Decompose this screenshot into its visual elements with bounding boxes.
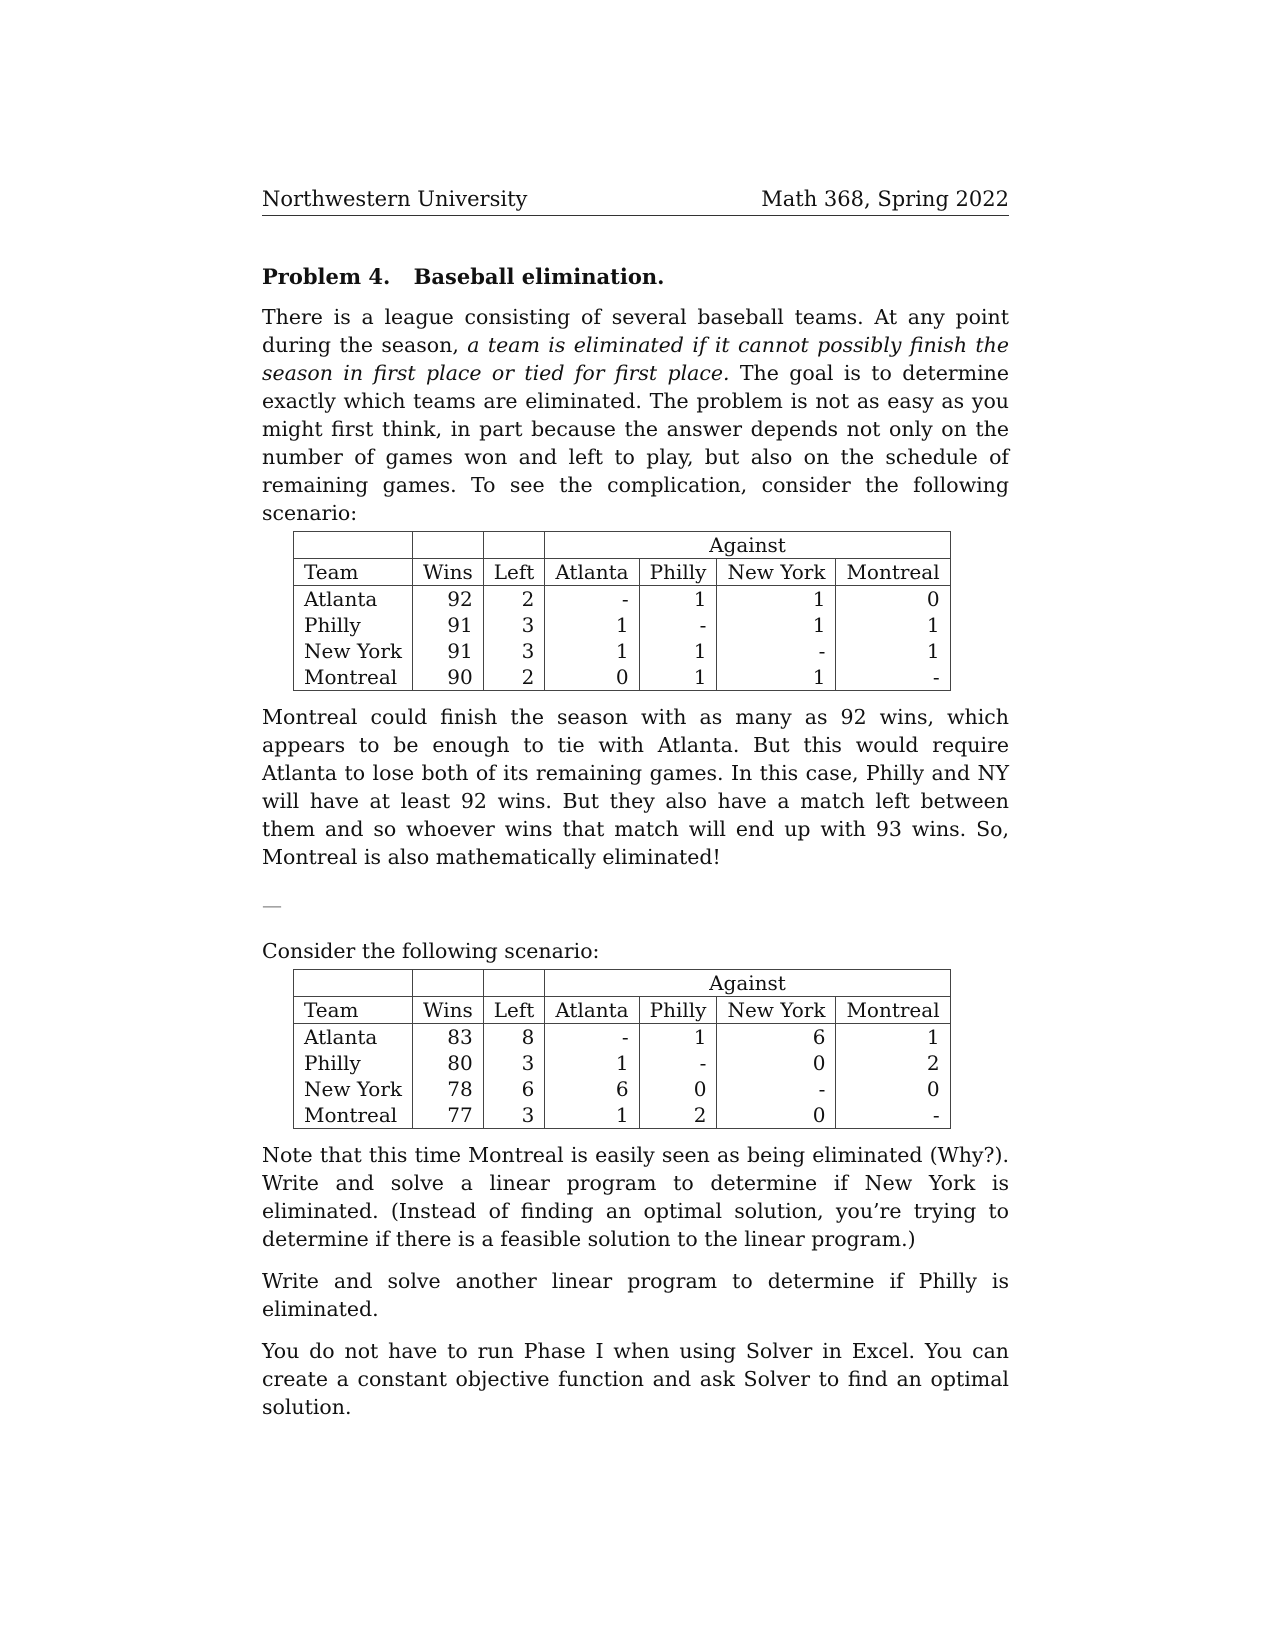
- col-header: Philly: [639, 997, 717, 1024]
- col-header: Left: [483, 559, 545, 586]
- table-header-row-against: [294, 532, 951, 559]
- table-cell: 2: [483, 586, 545, 613]
- table-cell: 3: [483, 1050, 545, 1076]
- table-cell: 80: [413, 1050, 484, 1076]
- table-cell: 2: [836, 1050, 950, 1076]
- intro-paragraph: [262, 303, 1009, 527]
- table-row: [294, 664, 951, 691]
- table-cell: -: [545, 586, 639, 613]
- table-cell: 1: [545, 1102, 639, 1129]
- table-cell: -: [639, 612, 717, 638]
- table-cell: 91: [413, 638, 484, 664]
- table-cell: 1: [545, 1050, 639, 1076]
- table-cell: -: [836, 1102, 950, 1129]
- table-cell: -: [717, 1076, 836, 1102]
- solver-paragraph: You do not have to run Phase I when using Solver in Excel. You can create a constant objective function and ask Solver to find an optimal solution.: [262, 1339, 1009, 1420]
- table-cell: 1: [836, 612, 950, 638]
- table-cell: 77: [413, 1102, 484, 1129]
- col-header: Wins: [413, 997, 484, 1024]
- table-cell: 0: [836, 586, 950, 613]
- against-label: Against: [545, 970, 950, 997]
- table-cell: Atlanta: [294, 1024, 413, 1051]
- table-cell: 1: [639, 638, 717, 664]
- table-header-row: [294, 997, 951, 1024]
- table-cell: 1: [836, 638, 950, 664]
- task-paragraph: Write and solve another linear program to determine if Philly is eliminated.: [262, 1269, 1009, 1322]
- intro-text-2: The goal is to determine exactly which teams are eliminated. The problem is not as easy as you might first think, in part because the answer depends not only on the number of games won and left to play, but also on the schedule of remaining games. To see the complication, consider the following scenario:: [262, 361, 1009, 526]
- col-header: Atlanta: [545, 997, 639, 1024]
- table-cell: 3: [483, 612, 545, 638]
- intro-text-1: There is a league consisting of several baseball teams. At any point during the season,: [262, 305, 1009, 358]
- table-cell: -: [717, 638, 836, 664]
- table-cell: -: [836, 664, 950, 691]
- table-cell: Philly: [294, 1050, 413, 1076]
- document-page: [262, 186, 1009, 1421]
- intro-definition: a team is eliminated if it cannot possibly finish the season in first place or tied for first place.: [262, 333, 1009, 386]
- col-header: Montreal: [836, 997, 950, 1024]
- table-row: [294, 1076, 951, 1102]
- table-cell: -: [639, 1050, 717, 1076]
- table-cell: New York: [294, 1076, 413, 1102]
- table-row: [294, 1024, 951, 1051]
- table-cell: 1: [545, 612, 639, 638]
- table-cell: 1: [717, 612, 836, 638]
- explanation-paragraph: Montreal could finish the season with as many as 92 wins, which appears to be enough to tie with Atlanta. But this would require Atlanta to lose both of its remaining games. In this case, Philly and NY will have at least 92 wins. But they also have a match left between them and so whoever wins that match will end up with 93 wins. So, Montreal is also mathematically eliminated!: [262, 705, 1009, 870]
- col-header: Philly: [639, 559, 717, 586]
- col-header: Wins: [413, 559, 484, 586]
- table-cell: Montreal: [294, 1102, 413, 1129]
- table-row: [294, 612, 951, 638]
- note-paragraph: Note that this time Montreal is easily seen as being eliminated (Why?). Write and solve a linear program to determine if New York is eliminated. (Instead of finding an optimal solution, you’re trying to determine if there is a feasible solution to the linear program.): [262, 1143, 1009, 1252]
- table-cell: 6: [717, 1024, 836, 1051]
- problem-title: [262, 264, 1009, 289]
- table-cell: 0: [836, 1076, 950, 1102]
- table-row: [294, 1050, 951, 1076]
- table-header-row: [294, 559, 951, 586]
- table-cell: 8: [483, 1024, 545, 1051]
- consider-paragraph: Consider the following scenario:: [262, 939, 600, 964]
- col-header: Team: [294, 559, 413, 586]
- col-header: Team: [294, 997, 413, 1024]
- standings-table-1: [293, 531, 951, 691]
- table-cell: 1: [545, 638, 639, 664]
- table-cell: 1: [836, 1024, 950, 1051]
- col-header: New York: [717, 559, 836, 586]
- col-header: Left: [483, 997, 545, 1024]
- col-header: Atlanta: [545, 559, 639, 586]
- table-cell: 78: [413, 1076, 484, 1102]
- table-cell: Atlanta: [294, 586, 413, 613]
- separator: —: [262, 893, 282, 918]
- table-cell: 0: [717, 1050, 836, 1076]
- table-cell: 2: [639, 1102, 717, 1129]
- table-cell: 6: [545, 1076, 639, 1102]
- table-cell: New York: [294, 638, 413, 664]
- table-cell: 0: [717, 1102, 836, 1129]
- table-cell: 1: [639, 1024, 717, 1051]
- table-row: [294, 1102, 951, 1129]
- table-cell: -: [545, 1024, 639, 1051]
- table-cell: 90: [413, 664, 484, 691]
- table-row: [294, 586, 951, 613]
- col-header: New York: [717, 997, 836, 1024]
- problem-name: Baseball elimination.: [413, 264, 665, 290]
- header-institution: Northwestern University: [262, 187, 528, 211]
- table-cell: 83: [413, 1024, 484, 1051]
- table-cell: 0: [545, 664, 639, 691]
- table-cell: 92: [413, 586, 484, 613]
- table-cell: 3: [483, 1102, 545, 1129]
- table-cell: 1: [717, 664, 836, 691]
- table-cell: 2: [483, 664, 545, 691]
- table-cell: 3: [483, 638, 545, 664]
- page-header: [262, 186, 1009, 216]
- problem-number: Problem 4.: [262, 264, 391, 290]
- table-header-row-against: [294, 970, 951, 997]
- table-cell: Philly: [294, 612, 413, 638]
- table-cell: 0: [639, 1076, 717, 1102]
- against-label: Against: [545, 532, 950, 559]
- table-cell: 6: [483, 1076, 545, 1102]
- standings-table-2: [293, 969, 951, 1129]
- table-cell: 1: [639, 586, 717, 613]
- table-cell: Montreal: [294, 664, 413, 691]
- table-cell: 1: [639, 664, 717, 691]
- table-cell: 91: [413, 612, 484, 638]
- table-row: [294, 638, 951, 664]
- col-header: Montreal: [836, 559, 950, 586]
- table-cell: 1: [717, 586, 836, 613]
- header-course: Math 368, Spring 2022: [761, 187, 1009, 211]
